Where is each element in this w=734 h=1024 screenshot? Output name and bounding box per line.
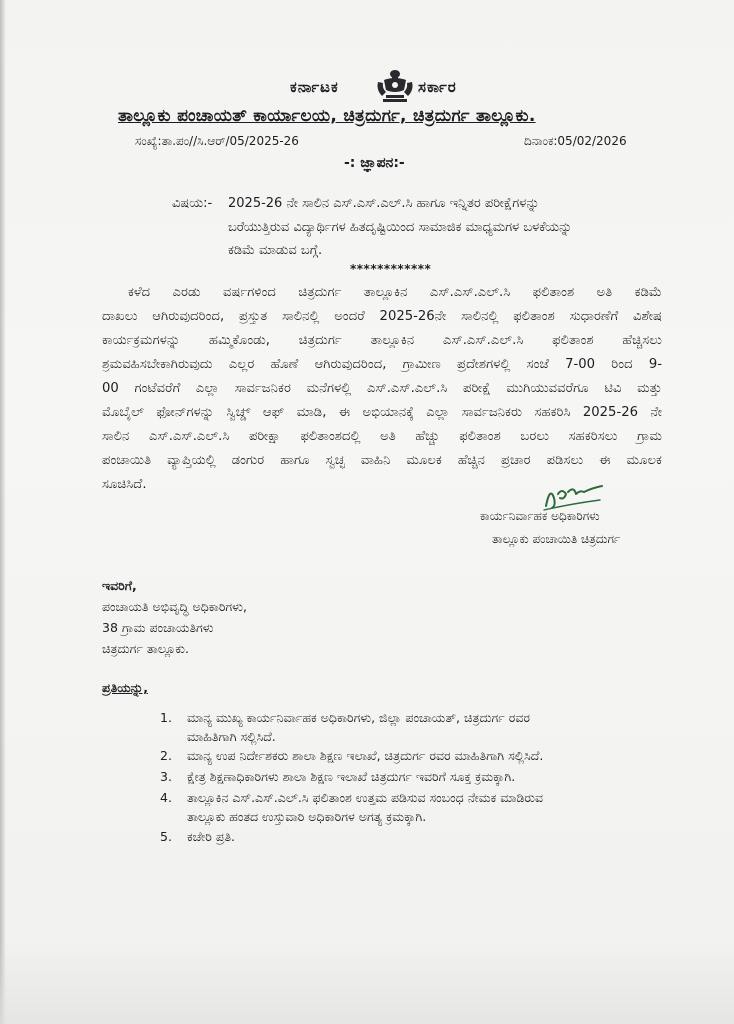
reference-number: ಸಂಖ್ಯೆ:ತಾ.ಪಂ//ಸಿ.ಆರ್/05/2025-26 — [135, 134, 299, 148]
body-paragraph-line: ದಾಖಲು ಆಗಿರುವುದರಿಂದ, ಪ್ರಸ್ತುತ ಸಾಲಿನಲ್ಲಿ ಅಂದರೆ 2025-26ನೇ ಸಾಲಿನಲ್ಲಿ ಫಲಿತಾಂಶ ಸುಧಾರಣೆಗೆ ವಿಶೇಷ — [102, 309, 662, 324]
copies-label: ಪ್ರತಿಯನ್ನು, — [102, 680, 148, 695]
recipient-line: ಪಂಚಾಯತಿ ಅಭಿವೃದ್ಧಿ ಅಧಿಕಾರಿಗಳು, — [102, 599, 247, 614]
body-paragraph-line: ಕಳೆದ ಎರಡು ವರ್ಷಗಳಿಂದ ಚಿತ್ರದುರ್ಗ ತಾಲ್ಲೂಕಿನ ಎಸ್.ಎಸ್.ಎಲ್.ಸಿ ಫಲಿತಾಂಶ ಅತಿ ಕಡಿಮೆ — [128, 285, 662, 300]
state-name-left: ಕರ್ನಾಟಕ — [290, 78, 339, 96]
recipient-line: ಚಿತ್ರದುರ್ಗ ತಾಲ್ಲೂಕು. — [102, 641, 189, 656]
signatory-title: ಕಾರ್ಯನಿರ್ವಾಹಕ ಅಧಿಕಾರಿಗಳು — [480, 509, 600, 523]
copy-item-text: ಕಚೇರಿ ಪ್ರತಿ. — [187, 829, 235, 844]
copy-item-number: 3. — [160, 769, 172, 784]
body-paragraph-line: ಸಾಲಿನ ಎಸ್.ಎಸ್.ಎಲ್.ಸಿ ಪರೀಕ್ಷಾ ಫಲಿತಾಂಶದಲ್ಲಿ ಅತಿ ಹೆಚ್ಚು ಫಲಿತಾಂಶ ಬರಲು ಸಹಕರಿಸಲು ಗ್ರಾಮ — [102, 429, 662, 444]
document-date: ದಿನಾಂಕ:05/02/2026 — [524, 134, 627, 148]
body-paragraph-line: ಶ್ರಮವಹಿಸಬೇಕಾಗಿರುವುದು ಎಲ್ಲರ ಹೊಣೆ ಆಗಿರುವುದರಿಂದ, ಗ್ರಾಮೀಣ ಪ್ರದೇಶಗಳಲ್ಲಿ ಸಂಜೆ 7-00 ರಿಂದ 9- — [102, 357, 662, 372]
copy-item-text: ಕ್ಷೇತ್ರ ಶಿಕ್ಷಣಾಧಿಕಾರಿಗಳು ಶಾಲಾ ಶಿಕ್ಷಣ ಇಲಾಖೆ ಚಿತ್ರದುರ್ಗ ಇವರಿಗೆ ಸೂಕ್ತ ಕ್ರಮಕ್ಕಾಗಿ. — [187, 769, 516, 784]
body-paragraph-line: ಕಾರ್ಯಕ್ರಮಗಳನ್ನು ಹಮ್ಮಿಕೊಂಡು, ಚಿತ್ರದುರ್ಗ ತಾಲ್ಲೂಕಿನ ಎಸ್.ಎಸ್.ಎಲ್.ಸಿ ಫಲಿತಾಂಶ ಹೆಚ್ಚಿಸಲು — [102, 333, 662, 348]
separator-stars: ************ — [350, 262, 432, 276]
subject-line: ಬರೆಯುತ್ತಿರುವ ವಿದ್ಯಾರ್ಥಿಗಳ ಹಿತದೃಷ್ಟಿಯಿಂದ ಸಾಮಾಜಿಕ ಮಾಧ್ಯಮಗಳ ಬಳಕೆಯನ್ನು — [228, 220, 573, 235]
notice-heading: -: ಜ್ಞಾಪನ:- — [344, 155, 405, 171]
subject-label: ವಿಷಯ:- — [172, 196, 213, 211]
paper-shadow — [0, 940, 734, 1024]
state-name-right: ಸರ್ಕಾರ — [418, 78, 457, 96]
recipient-line: 38 ಗ್ರಾಮ ಪಂಚಾಯತಿಗಳು — [102, 620, 214, 635]
subject-line: ಕಡಿಮೆ ಮಾಡುವ ಬಗ್ಗೆ. — [228, 243, 323, 258]
copy-item-text: ತಾಲ್ಲೂಕಿನ ಎಸ್.ಎಸ್.ಎಲ್.ಸಿ ಫಲಿತಾಂಶ ಉತ್ತಮ ಪಡಿಸುವ ಸಂಬಂಧ ನೇಮಕ ಮಾಡಿರುವ — [187, 790, 544, 805]
office-title: ತಾಲ್ಲೂಕು ಪಂಚಾಯತ್ ಕಾರ್ಯಾಲಯ, ಚಿತ್ರದುರ್ಗ, ಚಿತ್ರದುರ್ಗ ತಾಲ್ಲೂಕು. — [118, 106, 536, 126]
copy-item-number: 1. — [160, 710, 172, 725]
page-edge-shadow — [0, 0, 6, 1024]
copy-item-text: ತಾಲ್ಲೂಕು ಹಂತದ ಉಸ್ತುವಾರಿ ಅಧಿಕಾರಿಗಳ ಅಗತ್ಯ ಕ್ರಮಕ್ಕಾಗಿ. — [187, 809, 427, 824]
body-paragraph-line: ಪಂಚಾಯಿತಿ ವ್ಯಾಪ್ತಿಯಲ್ಲಿ ಡಂಗುರ ಹಾಗೂ ಸ್ವಚ್ಛ ವಾಹಿನಿ ಮೂಲಕ ಹೆಚ್ಚಿನ ಪ್ರಚಾರ ಪಡಿಸಲು ಈ ಮೂಲಕ — [102, 453, 662, 468]
karnataka-emblem-icon — [374, 68, 416, 104]
body-paragraph-line: ಸೂಚಿಸಿದೆ. — [102, 477, 147, 492]
copy-item-text: ಮಾನ್ಯ ಮುಖ್ಯ ಕಾರ್ಯನಿರ್ವಾಹಕ ಅಧಿಕಾರಿಗಳು, ಜಿಲ್ಲಾ ಪಂಚಾಯತ್, ಚಿತ್ರದುರ್ಗ ರವರ — [187, 710, 530, 725]
body-paragraph-line: 00 ಗಂಟೆವರೆಗೆ ಎಲ್ಲಾ ಸಾರ್ವಜನಿಕರ ಮನೆಗಳಲ್ಲಿ ಎಸ್.ಎಸ್.ಎಲ್.ಸಿ ಪರೀಕ್ಷೆ ಮುಗಿಯುವವರೆಗೂ ಟಿವಿ ಮತ್ತು — [102, 381, 662, 396]
subject-line: 2025-26 ನೇ ಸಾಲಿನ ಎಸ್.ಎಸ್.ಎಲ್.ಸಿ ಹಾಗೂ ಇನ್ನಿತರ ಪರೀಕ್ಷೆಗಳನ್ನು — [228, 196, 540, 211]
copy-item-number: 2. — [160, 748, 172, 763]
government-header — [250, 74, 500, 102]
copy-item-number: 5. — [160, 829, 172, 844]
signatory-office: ತಾಲ್ಲೂಕು ಪಂಚಾಯಿತಿ ಚಿತ್ರದುರ್ಗ — [492, 532, 621, 546]
recipients-label: ಇವರಿಗೆ, — [102, 578, 137, 593]
copy-item-text: ಮಾಹಿತಿಗಾಗಿ ಸಲ್ಲಿಸಿದೆ. — [187, 729, 276, 744]
copy-item-text: ಮಾನ್ಯ ಉಪ ನಿರ್ದೇಶಕರು ಶಾಲಾ ಶಿಕ್ಷಣ ಇಲಾಖೆ, ಚಿತ್ರದುರ್ಗ ರವರ ಮಾಹಿತಿಗಾಗಿ ಸಲ್ಲಿಸಿದೆ. — [187, 748, 544, 763]
copy-item-number: 4. — [160, 790, 172, 805]
body-paragraph-line: ಮೊಬೈಲ್ ಫೋನ್‌ಗಳನ್ನು ಸ್ವಿಚ್ಡ್ ಆಫ್ ಮಾಡಿ, ಈ ಅಭಿಯಾನಕ್ಕೆ ಎಲ್ಲಾ ಸಾರ್ವಜನಿಕರು ಸಹಕರಿಸಿ 2025-26 ನೇ — [102, 405, 662, 420]
